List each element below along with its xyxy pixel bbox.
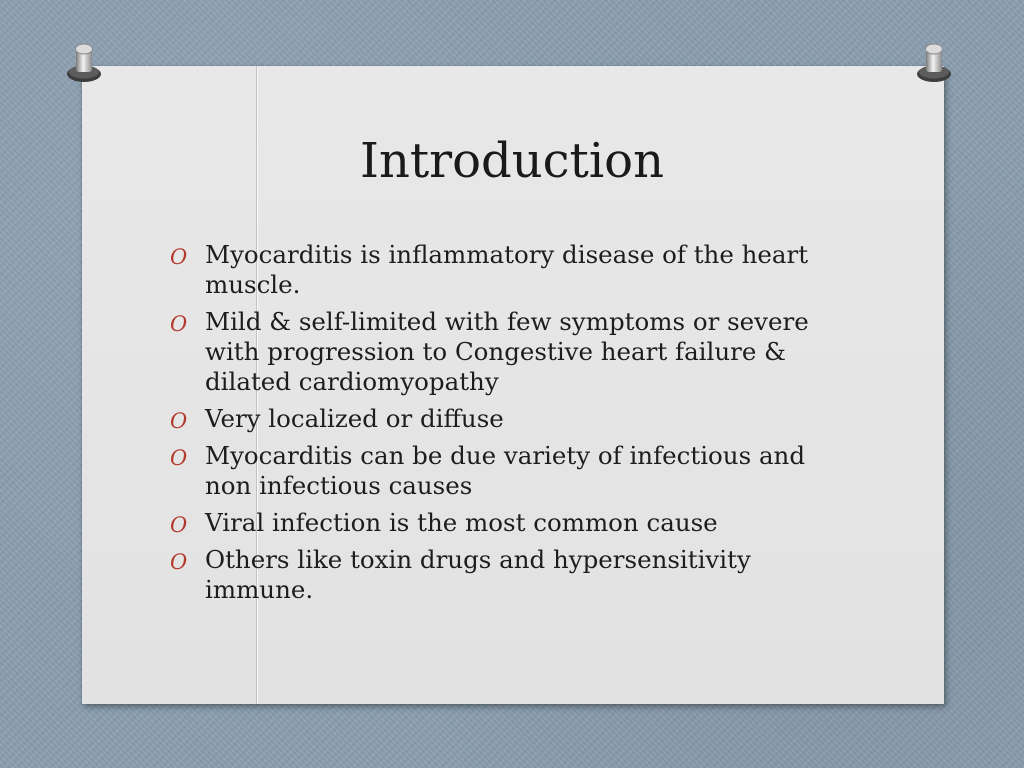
bullet-text: Myocarditis can be due variety of infectious and non infectious causes bbox=[205, 441, 806, 500]
bullet-o-icon: O bbox=[170, 409, 188, 433]
pushpin-icon bbox=[914, 40, 954, 84]
bullet-item bbox=[170, 441, 850, 501]
bullet-item bbox=[170, 545, 850, 605]
bullet-list bbox=[170, 240, 850, 612]
bullet-item bbox=[170, 404, 850, 434]
bullet-o-icon: O bbox=[170, 513, 188, 537]
bullet-text: Mild & self-limited with few symptoms or severe with progression to Congestive heart failure & dilated cardiomyopathy bbox=[205, 307, 809, 396]
bullet-o-icon: O bbox=[170, 446, 188, 470]
slide-title: Introduction bbox=[360, 133, 664, 189]
bullet-item bbox=[170, 508, 850, 538]
pushpin-icon bbox=[64, 40, 104, 84]
bullet-text: Viral infection is the most common cause bbox=[205, 508, 718, 537]
bullet-text: Very localized or diffuse bbox=[205, 404, 504, 433]
bullet-o-icon: O bbox=[170, 312, 188, 336]
bullet-o-icon: O bbox=[170, 550, 188, 574]
bullet-text: Myocarditis is inflammatory disease of the heart muscle. bbox=[205, 240, 809, 299]
bullet-text: Others like toxin drugs and hypersensitivity immune. bbox=[205, 545, 751, 604]
bullet-o-icon: O bbox=[170, 245, 188, 269]
bullet-item bbox=[170, 240, 850, 300]
bullet-item bbox=[170, 307, 850, 397]
